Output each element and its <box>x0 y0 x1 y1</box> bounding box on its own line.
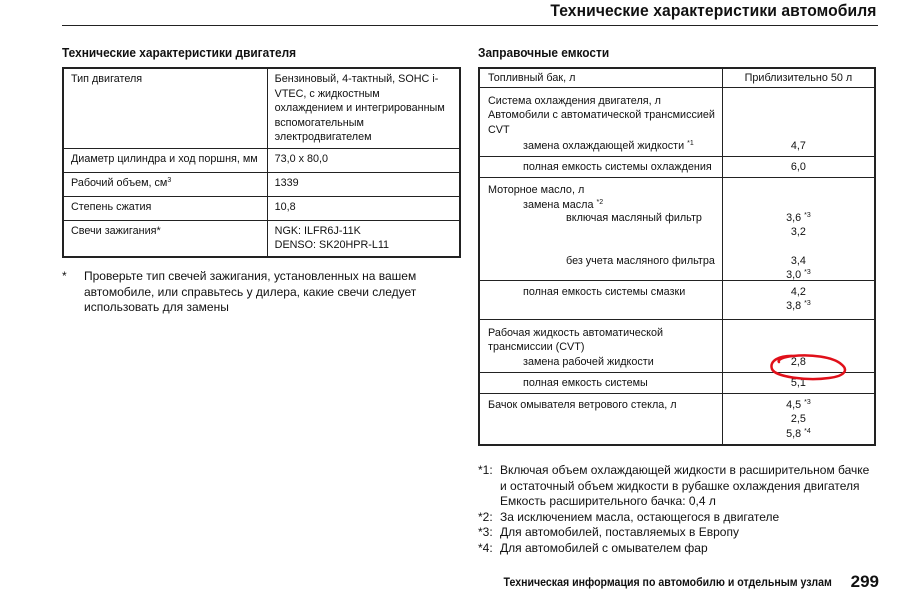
oil-without-filter-label: без учета масляного фильтра <box>566 254 715 267</box>
spacer <box>723 183 874 198</box>
spacer <box>723 198 874 211</box>
note-ref: *3 <box>804 269 811 276</box>
oil-change-label <box>480 198 722 211</box>
oil-total-values <box>723 280 874 319</box>
washer-value-eu: 4,5 <box>786 398 802 411</box>
table-row <box>63 148 460 172</box>
note-ref: *1 <box>687 140 694 147</box>
oil-with-filter-label: включая масляный фильтр <box>566 211 702 224</box>
displacement-value: 1339 <box>267 172 460 196</box>
note-mark: *4: <box>478 540 493 555</box>
fuel-label-cell <box>479 68 722 87</box>
compression-label: Степень сжатия <box>63 196 267 220</box>
washer-label: Бачок омывателя ветрового стекла, л <box>488 398 677 411</box>
oil-value-cell <box>722 178 875 320</box>
note-3 <box>478 525 878 541</box>
engine-type-label: Тип двигателя <box>63 68 267 148</box>
oil-title: Моторное масло, л <box>488 184 585 196</box>
cooling-subtitle-2: CVT <box>488 123 510 136</box>
note-2 <box>478 510 878 526</box>
value-line <box>723 427 874 442</box>
value-line <box>723 398 874 413</box>
spark-plugs-label: Свечи зажигания* <box>63 220 267 257</box>
fuel-value-cell <box>722 68 875 87</box>
capacity-notes <box>478 463 878 556</box>
value-line <box>723 211 874 226</box>
washer-value-headlamp: 5,8 <box>786 427 802 440</box>
engine-specs-table <box>62 67 461 258</box>
oil-total-eu: 3,8 <box>786 300 802 312</box>
table-row <box>63 172 460 196</box>
note-line: Для автомобилей с омывателем фар <box>500 540 708 555</box>
washer-value-other: 2,5 <box>790 413 806 425</box>
cvt-total-label: полная емкость системы <box>480 372 722 393</box>
spacer <box>723 340 874 355</box>
note-mark: *1: <box>478 463 493 477</box>
page-number: 299 <box>850 572 879 591</box>
oil-without-filter-values <box>723 254 874 280</box>
note-4 <box>478 541 878 557</box>
value-line: Бензиновый, 4-тактный, SOHC i- <box>274 73 439 85</box>
oil-total-label: полная емкость системы смазки <box>480 280 722 319</box>
value-line: NGK: ILFR6J-11K <box>274 224 361 237</box>
engine-section-title: Технические характеристики двигателя <box>62 46 297 60</box>
note-line: Для автомобилей, поставляемых в Европу <box>500 525 739 539</box>
cooling-value-cell <box>722 87 875 178</box>
note-ref: *4 <box>804 427 811 435</box>
value-line: VTEC, с жидкостным <box>274 87 380 100</box>
cvt-label-cell <box>479 319 722 393</box>
cvt-value-cell <box>722 319 875 393</box>
table-row <box>479 87 875 178</box>
oil-with-filter-values <box>723 211 874 254</box>
oil-without-filter-other: 3,4 <box>790 254 806 267</box>
displacement-unit-sup: 3 <box>167 176 172 184</box>
coolant-total-value: 6,0 <box>723 156 874 177</box>
capacity-section-title: Заправочные емкости <box>478 46 610 60</box>
note-mark: *3: <box>478 525 493 539</box>
note-ref: *2 <box>596 198 604 206</box>
washer-value-cell <box>722 393 875 445</box>
cvt-title: Рабочая жидкость автоматической <box>488 326 664 339</box>
footnote-mark: * <box>62 269 67 283</box>
fuel-value: Приблизительно 50 л <box>744 72 853 84</box>
value-line: охлаждением и интегрированным <box>274 102 445 114</box>
spark-plugs-value <box>267 220 460 257</box>
oil-total-other: 4,2 <box>790 285 806 298</box>
cooling-title: Система охлаждения двигателя, л <box>488 94 661 107</box>
compression-value: 10,8 <box>267 196 460 220</box>
value-line <box>723 299 874 314</box>
cooling-subtitle: Автомобили с автоматической трансмиссией <box>488 109 715 121</box>
note-ref: *3 <box>804 398 811 406</box>
capacity-table <box>478 67 876 446</box>
value-line: электродвигателем <box>274 131 372 143</box>
note-1 <box>478 463 878 510</box>
page-header-title: Технические характеристики автомобиля <box>549 1 876 20</box>
engine-footnote <box>62 269 442 316</box>
cvt-total-value: 5,1 <box>723 372 874 393</box>
coolant-total-label: полная емкость системы охлаждения <box>480 156 722 177</box>
table-row <box>479 393 875 445</box>
displacement-label <box>63 172 267 196</box>
note-line: и остаточный объем жидкости в рубашке охлаждения двигателя <box>500 478 860 493</box>
note-line: За исключением масла, остающегося в двигателе <box>500 509 780 524</box>
note-line: Емкость расширительного бачка: 0,4 л <box>500 494 716 508</box>
engine-type-value <box>267 68 460 148</box>
oil-label-cell <box>479 178 722 320</box>
footnote-text: Проверьте тип свечей зажигания, установленных на вашем автомобиле, или справьтесь у дилера, какие свечи следует использовать для замены <box>84 269 417 314</box>
note-mark: *2: <box>478 509 493 524</box>
table-row <box>63 220 460 257</box>
spacer <box>723 123 874 138</box>
note-line: Включая объем охлаждающей жидкости в расширительном бачке <box>500 463 870 477</box>
cooling-label-cell <box>479 87 722 178</box>
table-row <box>479 319 875 393</box>
value-line: DENSO: SK20HPR-L11 <box>274 239 390 251</box>
table-row <box>479 68 875 87</box>
coolant-replace-text: замена охлаждающей жидкости <box>523 140 685 152</box>
note-ref: *3 <box>804 211 811 219</box>
spacer <box>723 108 874 123</box>
table-row <box>63 196 460 220</box>
table-row <box>63 68 460 148</box>
spacer <box>723 326 874 341</box>
oil-without-filter-eu: 3,0 <box>786 269 802 281</box>
page-footer-text: Техническая информация по автомобилю и отдельным узлам <box>503 577 832 589</box>
spacer <box>723 94 874 109</box>
coolant-replace-label <box>480 137 722 156</box>
displacement-label-text: Рабочий объем, см <box>71 176 168 189</box>
bore-stroke-label: Диаметр цилиндра и ход поршня, мм <box>63 148 267 172</box>
value-line: вспомогательным <box>274 116 364 129</box>
oil-with-filter-eu: 3,6 <box>786 211 802 224</box>
cvt-replace-value: 2,8 <box>790 355 806 368</box>
coolant-replace-value: 4,7 <box>790 140 806 152</box>
bore-stroke-value: 73,0 х 80,0 <box>267 148 460 172</box>
cvt-replace-label: замена рабочей жидкости <box>523 355 654 368</box>
cvt-subtitle: трансмиссии (CVT) <box>488 341 585 353</box>
oil-with-filter-other: 3,2 <box>790 226 806 238</box>
note-ref: *3 <box>804 300 811 307</box>
fuel-label: Топливный бак, л <box>488 72 576 84</box>
washer-label-cell <box>479 393 722 445</box>
header-rule <box>62 25 878 26</box>
oil-change-text: замена масла <box>523 198 594 211</box>
table-row <box>479 178 875 320</box>
